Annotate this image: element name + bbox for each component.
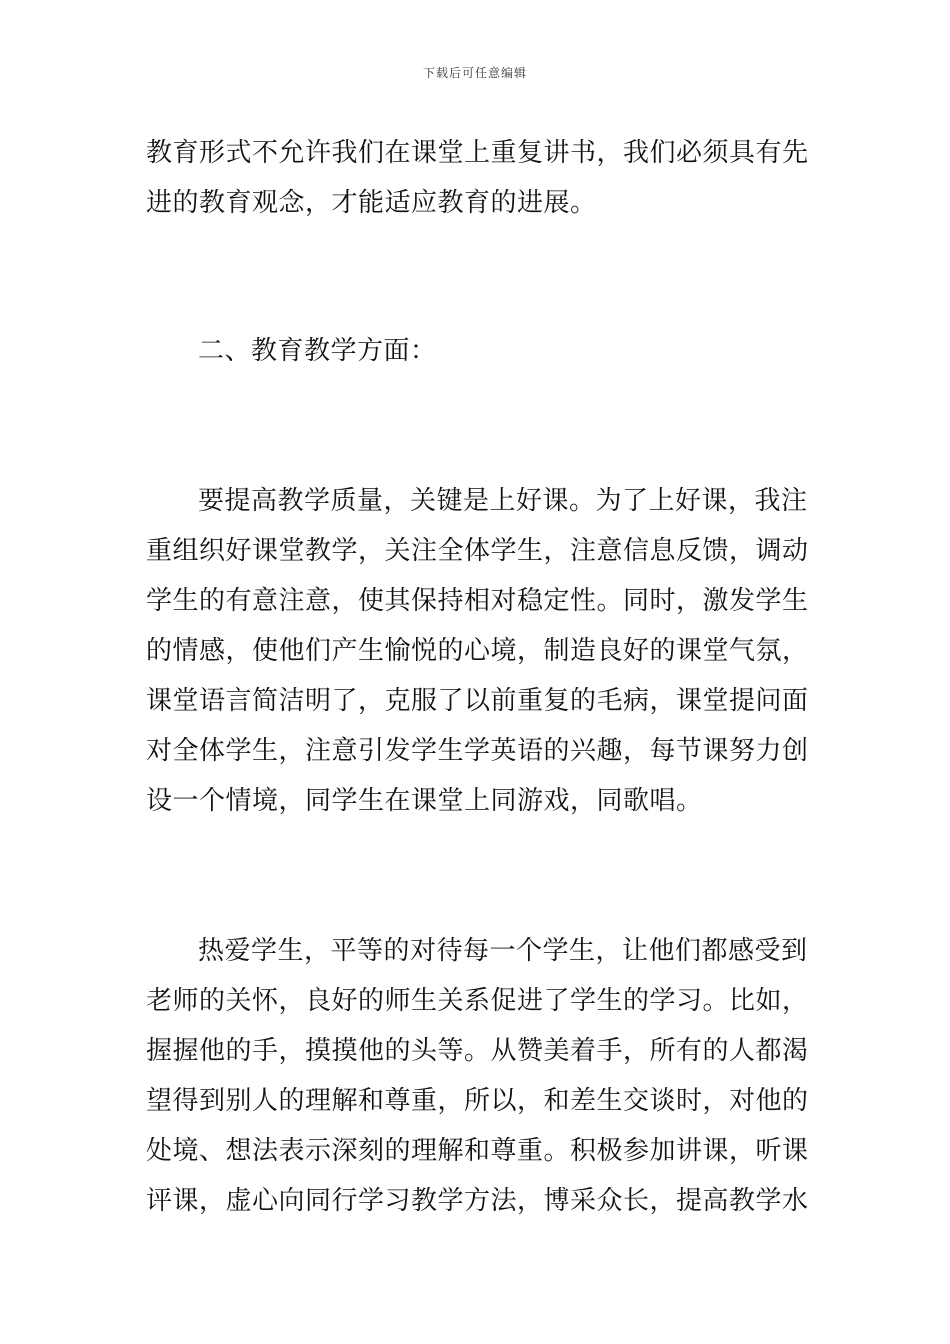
paragraph-line: 学生的有意注意，使其保持相对稳定性。同时，激发学生 bbox=[146, 586, 809, 616]
paragraph-spacer bbox=[146, 376, 810, 476]
paragraph-line: 处境、想法表示深刻的理解和尊重。积极参加讲课，听课 bbox=[146, 1136, 809, 1166]
section-heading: 二、教育教学方面： bbox=[198, 336, 437, 366]
paragraph-line: 老师的关怀，良好的师生关系促进了学生的学习。比如， bbox=[146, 986, 809, 1016]
paragraph-line: 要提高教学质量，关键是上好课。为了上好课，我注 bbox=[198, 486, 808, 516]
section-heading-block bbox=[146, 326, 810, 376]
paragraph-line: 的情感，使他们产生愉悦的心境，制造良好的课堂气氛， bbox=[146, 636, 809, 666]
paragraph-line: 热爱学生，平等的对待每一个学生，让他们都感受到 bbox=[198, 936, 808, 966]
document-body bbox=[146, 128, 810, 1226]
paragraph-line: 握握他的手，摸摸他的头等。从赞美着手，所有的人都渴 bbox=[146, 1036, 809, 1066]
paragraph-line: 重组织好课堂教学，关注全体学生，注意信息反馈，调动 bbox=[146, 536, 809, 566]
paragraph-line: 设一个情境，同学生在课堂上同游戏，同歌唱。 bbox=[146, 786, 703, 816]
paragraph-spacer bbox=[146, 228, 810, 326]
paragraph-line: 教育形式不允许我们在课堂上重复讲书，我们必须具有先 bbox=[146, 138, 809, 168]
paragraph-2 bbox=[146, 476, 810, 826]
paragraph-line: 评课，虚心向同行学习教学方法，博采众长，提高教学水 bbox=[146, 1186, 809, 1216]
paragraph-3 bbox=[146, 926, 810, 1226]
paragraph-line: 对全体学生，注意引发学生学英语的兴趣，每节课努力创 bbox=[146, 736, 809, 766]
paragraph-1 bbox=[146, 128, 810, 228]
paragraph-spacer bbox=[146, 826, 810, 926]
paragraph-line: 进的教育观念，才能适应教育的进展。 bbox=[146, 188, 597, 218]
paragraph-line: 望得到别人的理解和尊重，所以，和差生交谈时，对他的 bbox=[146, 1086, 809, 1116]
page-header-note: 下载后可任意编辑 bbox=[422, 66, 527, 80]
paragraph-line: 课堂语言简洁明了，克服了以前重复的毛病，课堂提问面 bbox=[146, 686, 809, 716]
